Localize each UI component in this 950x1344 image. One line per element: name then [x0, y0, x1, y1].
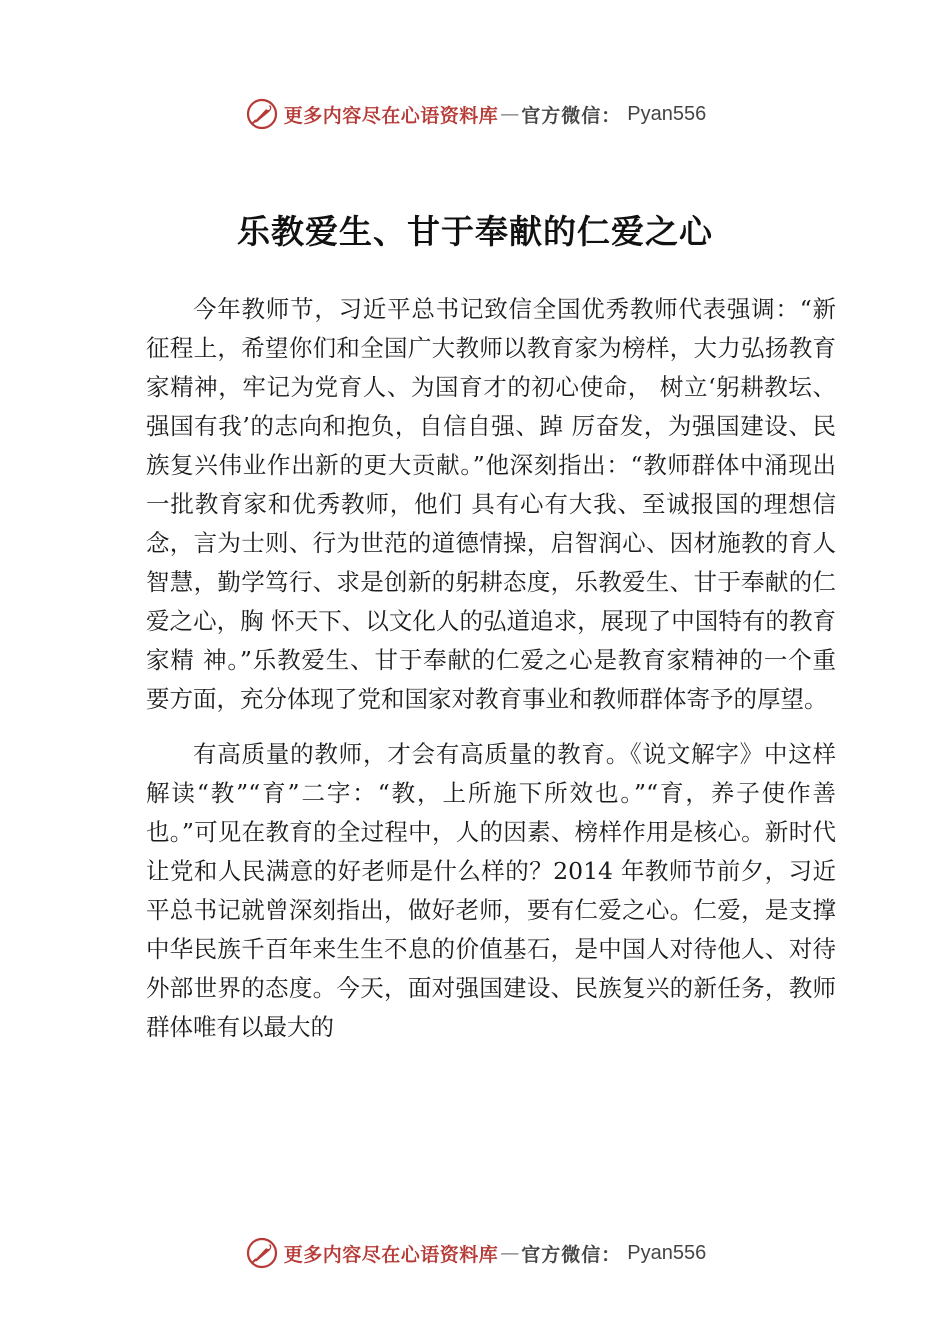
quill-logo-icon: [244, 1235, 280, 1271]
footer-brand-text: 更多内容尽在心语资料库: [283, 1243, 499, 1266]
quill-logo-icon: [244, 96, 280, 132]
header-brand-text: 更多内容尽在心语资料库: [283, 104, 499, 127]
footer-wechat-label: 官方微信：: [521, 1243, 622, 1266]
footer-banner: [0, 1231, 950, 1275]
header-wechat-id: Pyan556: [627, 102, 707, 125]
document-body: [146, 290, 836, 1047]
footer-dash: —: [500, 1242, 520, 1264]
header-banner: [0, 92, 950, 136]
paragraph-2: 有高质量的教师，才会有高质量的教育。《说文解字》中这样解读“教”“育”二字：“教，上所施下所效也。”“育，养子使作善也。”可见在教育的全过程中，人的因素、榜样作用是核心。新时代让党和人民满意的好老师是什么样的？2014 年教师节前夕，习近平总书记就曾深刻指出，做好老师，要有仁爱之心。仁爱，是支撑中华民族千百年来生生不息的价值基石，是中国人对待他人、对待外部世界的态度。今天，面对强国建设、民族复兴的新任务，教师群体唯有以最大的: [146, 740, 836, 1041]
footer-wechat-id: Pyan556: [627, 1241, 707, 1264]
header-dash: —: [500, 103, 520, 125]
paragraph-1: 今年教师节，习近平总书记致信全国优秀教师代表强调：“新征程上，希望你们和全国广大教师以教育家为榜样，大力弘扬教育家精神，牢记为党育人、为国育才的初心使命， 树立‘躬耕教坛、强国有我’的志向和抱负，自信自强、踔 厉奋发，为强国建设、民族复兴伟业作出新的更大贡献。”他深刻指出：“教师群体中涌现出一批教育家和优秀教师，他们 具有心有大我、至诚报国的理想信念，言为士则、行为世范的道德情操，启智润心、因材施教的育人智慧，勤学笃行、求是创新的躬耕态度，乐教爱生、甘于奉献的仁爱之心，胸 怀天下、以文化人的弘道追求，展现了中国特有的教育家精 神。”乐教爱生、甘于奉献的仁爱之心是教育家精神的一个重 要方面，充分体现了党和国家对教育事业和教师群体寄予的厚望。: [146, 295, 836, 713]
header-wechat-label: 官方微信：: [521, 104, 622, 127]
document-title: 乐教爱生、甘于奉献的仁爱之心: [237, 212, 713, 252]
